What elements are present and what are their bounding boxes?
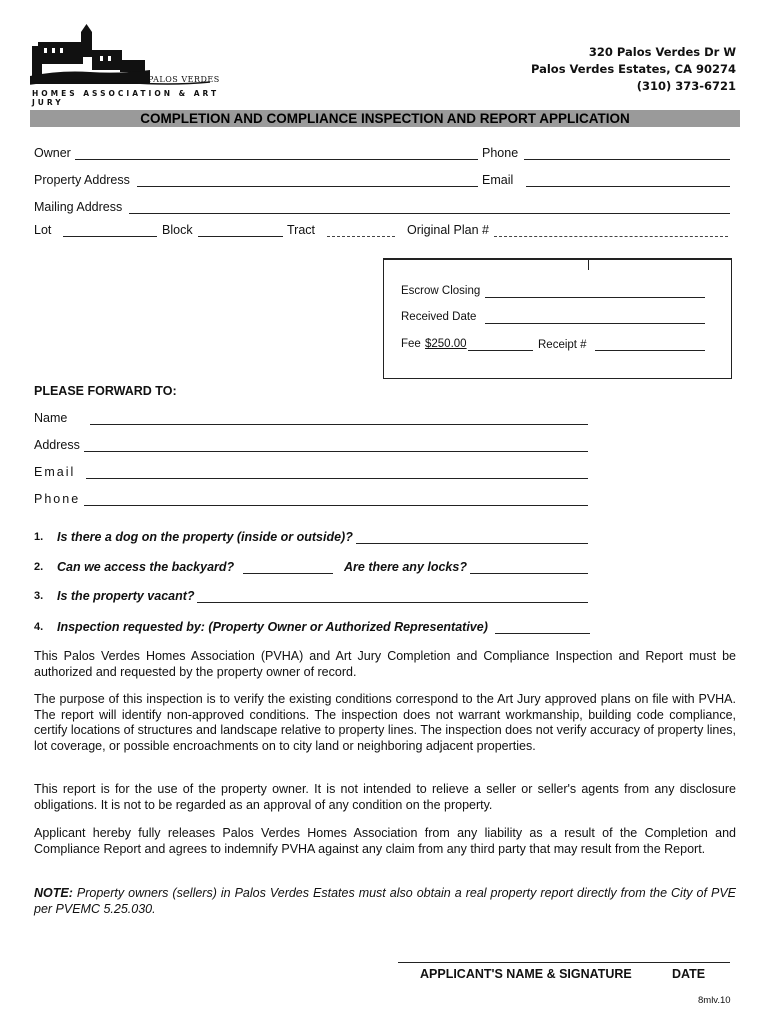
paragraph-use: This report is for the use of the property owner. It is not intended to relieve a seller or seller's agents from any disclosure obligations. It is not to be regarded as an approval of any condition on the property.	[34, 782, 736, 812]
forward-name-label: Name	[34, 411, 68, 425]
logo-text-2: HOMES ASSOCIATION & ART JURY	[32, 89, 220, 107]
question-2-number: 2.	[34, 561, 44, 573]
signature-field[interactable]	[398, 962, 730, 963]
footer-code: 8mlv.10	[698, 995, 731, 1006]
lot-label: Lot	[34, 223, 52, 237]
fee-field[interactable]	[468, 350, 533, 351]
date-label: DATE	[672, 967, 706, 981]
forward-name-field[interactable]	[90, 424, 588, 425]
owner-label: Owner	[34, 146, 71, 160]
block-field[interactable]	[198, 236, 283, 237]
note-label: NOTE:	[34, 886, 73, 900]
question-3-field[interactable]	[197, 602, 588, 603]
received-date-field[interactable]	[485, 323, 705, 324]
forward-phone-label: Phone	[34, 492, 81, 506]
question-3-text: Is the property vacant?	[57, 589, 195, 603]
fee-value: $250.00	[425, 338, 467, 350]
receipt-label: Receipt #	[538, 339, 587, 351]
association-address	[531, 44, 736, 95]
phone-label: Phone	[482, 146, 519, 160]
property-address-field[interactable]	[137, 186, 478, 187]
original-plan-field[interactable]	[494, 236, 728, 237]
question-2b-field[interactable]	[470, 573, 588, 574]
form-title: COMPLETION AND COMPLIANCE INSPECTION AND REPORT APPLICATION	[30, 110, 740, 127]
receipt-field[interactable]	[595, 350, 705, 351]
paragraph-purpose: The purpose of this inspection is to verify the existing conditions correspond to the Art Jury approved plans on file with PVHA. The report will identify non-approved conditions. The inspection does not warrant workmanship, building code compliance, certify locations of structures and landscape relative to property lines. The inspection does not verify accuracy of property lines, lot coverage, or possible encroachments on to city land or neighboring adjacent properties.	[34, 692, 736, 753]
question-1-number: 1.	[34, 531, 44, 543]
question-2-text: Can we access the backyard?	[57, 560, 235, 574]
question-4-number: 4.	[34, 621, 44, 633]
question-2b-text: Are there any locks?	[344, 560, 467, 574]
association-phone: (310) 373-6721	[636, 79, 736, 93]
lot-field[interactable]	[63, 236, 157, 237]
mailing-address-field[interactable]	[129, 213, 730, 214]
escrow-closing-label: Escrow Closing	[401, 285, 481, 297]
email-label: Email	[482, 173, 514, 187]
logo-text-1: PALOS VERDES	[148, 75, 220, 84]
fee-label: Fee	[401, 338, 421, 350]
tract-field[interactable]	[327, 236, 395, 237]
signature-label: APPLICANT'S NAME & SIGNATURE	[420, 967, 632, 981]
note-text: Property owners (sellers) in Palos Verdes Estates must also obtain a real property report directly from the City of PVE per PVEMC 5.25.030.	[34, 886, 736, 916]
original-plan-label: Original Plan #	[407, 223, 489, 237]
question-3-number: 3.	[34, 590, 44, 602]
received-date-label: Received Date	[401, 311, 477, 323]
forward-phone-field[interactable]	[84, 505, 588, 506]
escrow-closing-field[interactable]	[485, 297, 705, 298]
question-4-field[interactable]	[495, 633, 590, 634]
email-field[interactable]	[526, 186, 730, 187]
phone-field[interactable]	[524, 159, 730, 160]
address-line-2: Palos Verdes Estates, CA 90274	[530, 62, 736, 76]
question-4-text: Inspection requested by: (Property Owner or Authorized Representative)	[57, 620, 488, 634]
paragraph-authorization: This Palos Verdes Homes Association (PVHA) and Art Jury Completion and Compliance Inspection and Report must be authorized and requested by the property owner of record.	[34, 649, 736, 679]
mailing-address-label: Mailing Address	[34, 200, 123, 214]
note-paragraph	[34, 886, 736, 917]
address-line-1: 320 Palos Verdes Dr W	[588, 45, 736, 59]
forward-email-field[interactable]	[86, 478, 588, 479]
question-1-text: Is there a dog on the property (inside or outside)?	[57, 530, 353, 544]
owner-field[interactable]	[75, 159, 478, 160]
forward-email-label: Email	[34, 465, 76, 479]
forward-address-field[interactable]	[84, 451, 588, 452]
paragraph-release: Applicant hereby fully releases Palos Verdes Homes Association from any liability as a result of the Completion and Compliance Report and agrees to indemnify PVHA against any claim from any third party that may result from the Report.	[34, 826, 736, 856]
office-box-divider	[588, 258, 589, 270]
forward-address-label: Address	[34, 438, 80, 452]
logo	[30, 12, 220, 107]
question-1-field[interactable]	[356, 543, 588, 544]
tract-label: Tract	[287, 223, 316, 237]
question-2-field[interactable]	[243, 573, 333, 574]
block-label: Block	[162, 223, 193, 237]
forward-heading: PLEASE FORWARD TO:	[34, 384, 177, 398]
property-address-label: Property Address	[34, 173, 130, 187]
